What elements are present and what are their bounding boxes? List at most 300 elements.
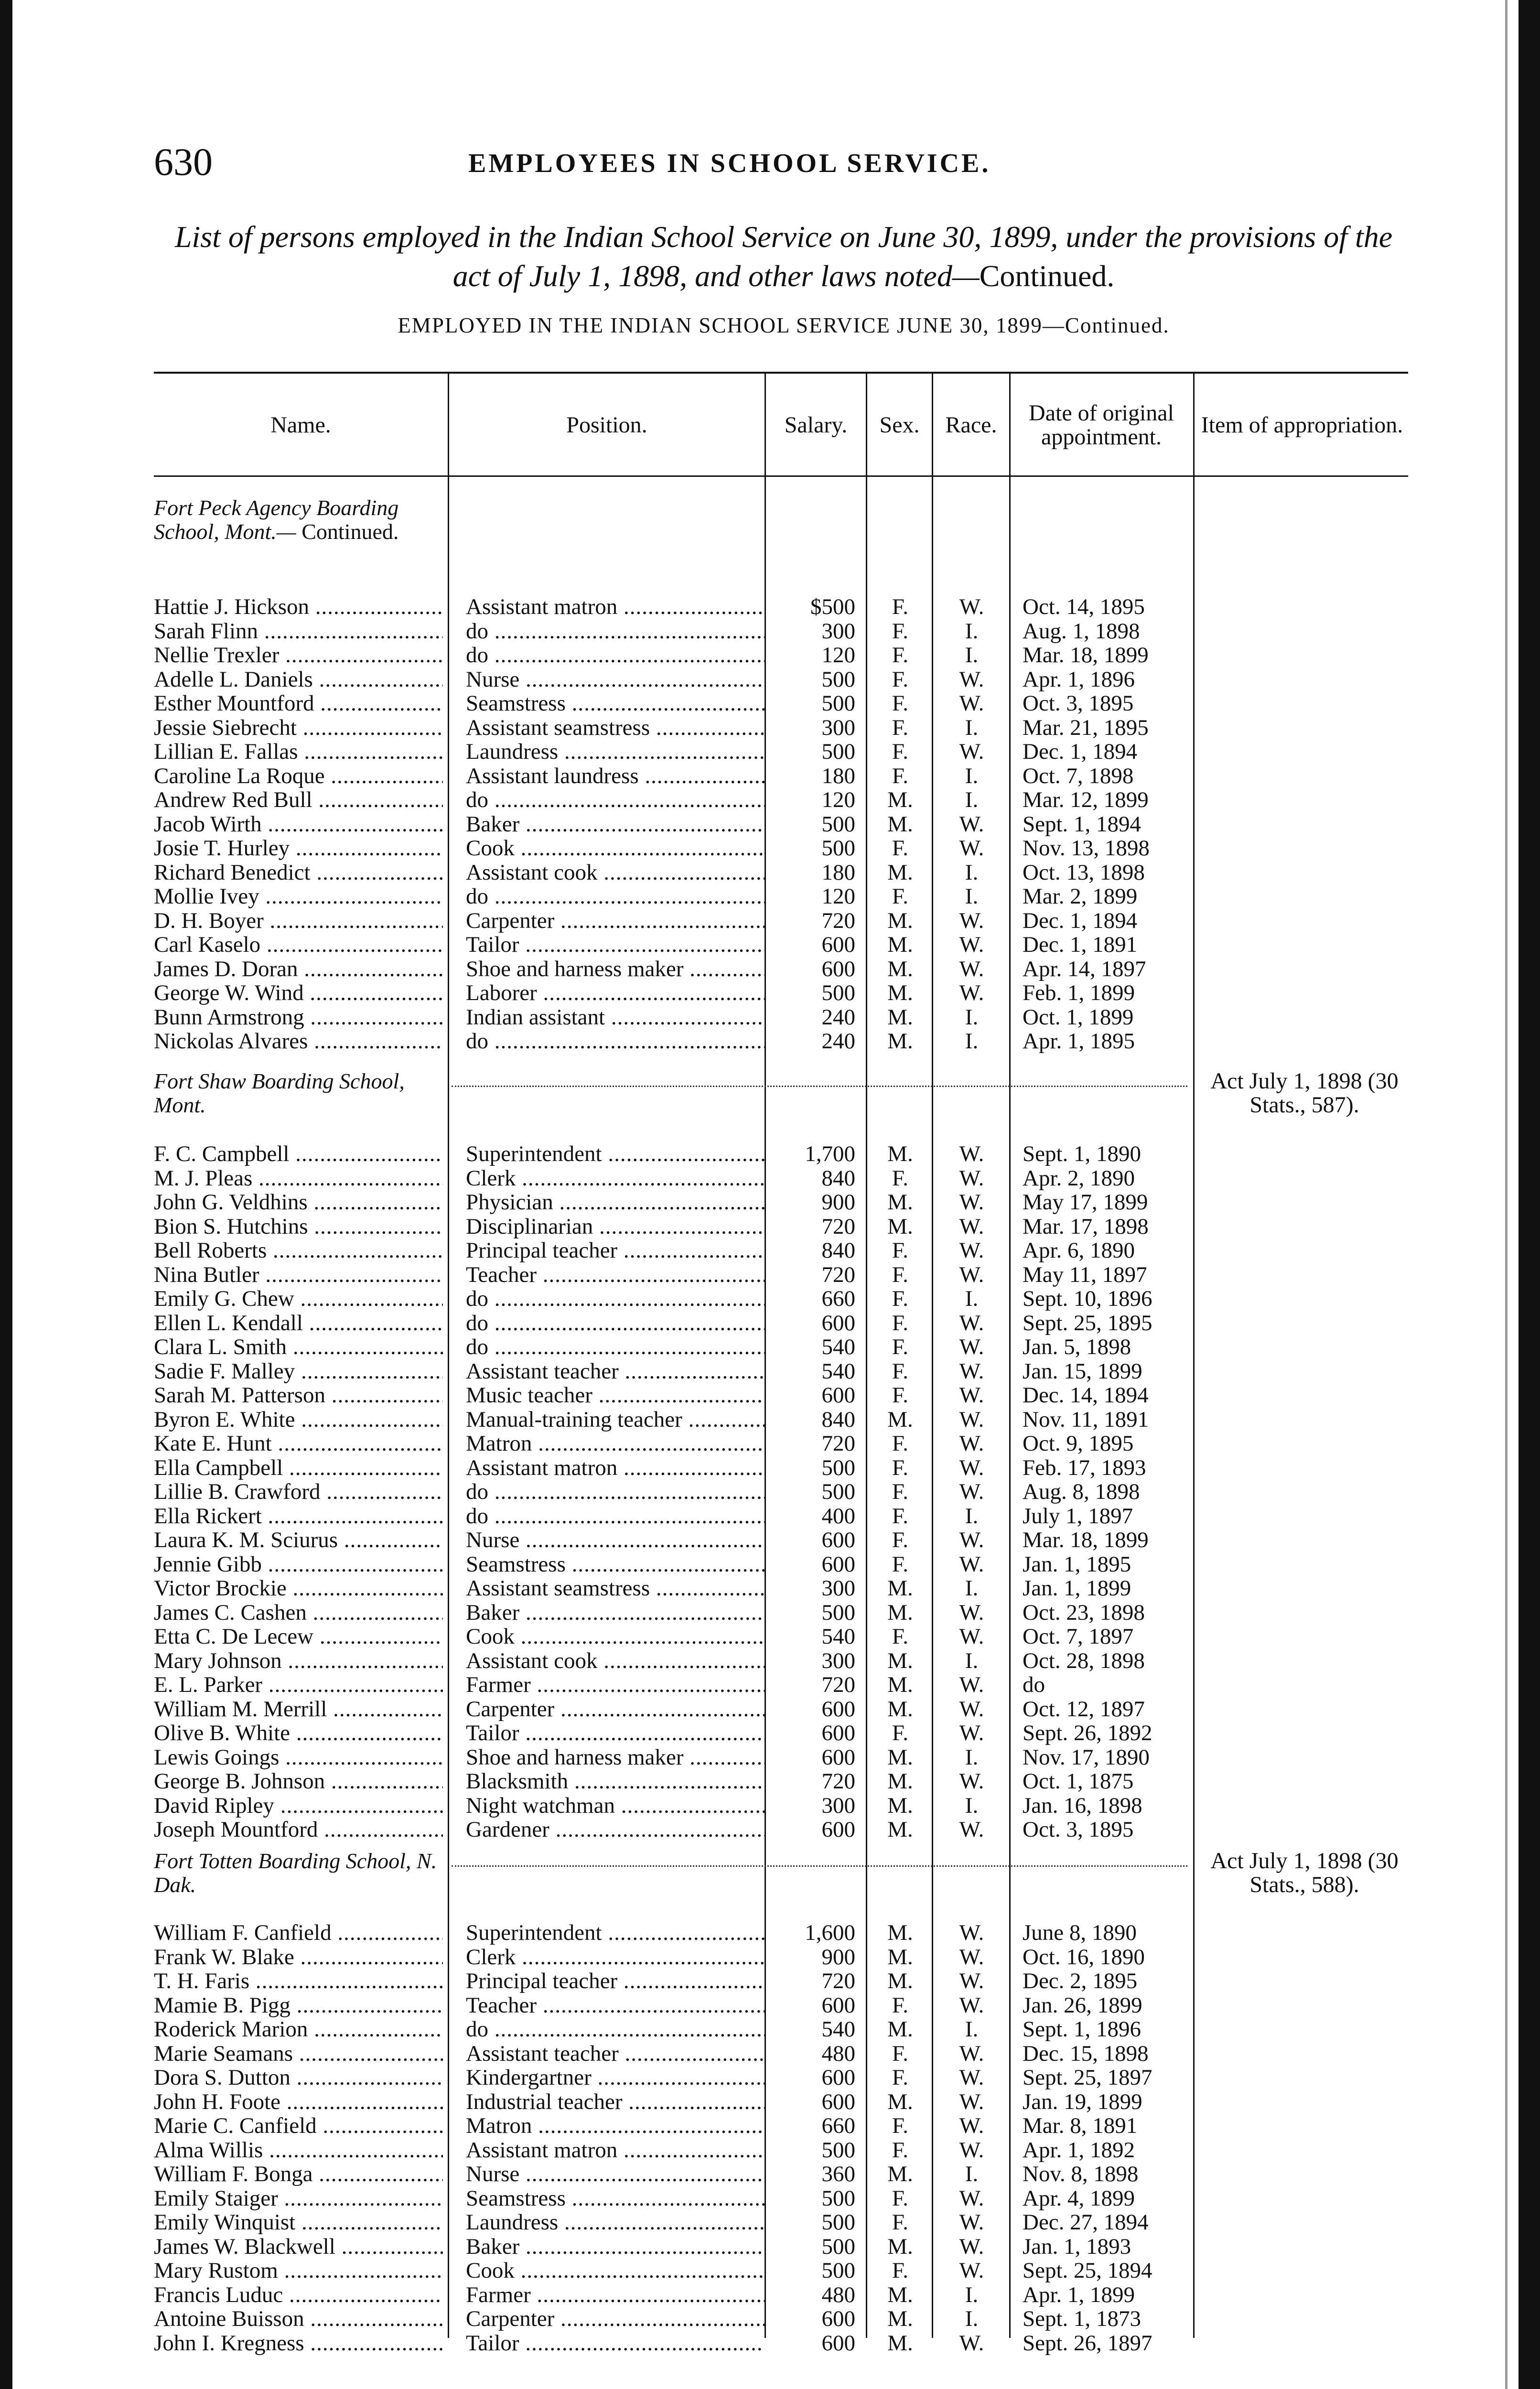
appointment-date: Sept. 25, 1894: [1023, 2259, 1152, 2282]
section-title: [154, 1069, 441, 1117]
employee-sex: F.: [892, 2066, 909, 2089]
employee-position: Night watchman .....: [466, 1794, 765, 1818]
appointment-date: Dec. 15, 1898: [1023, 2042, 1149, 2066]
section-title: [154, 496, 441, 544]
employee-position: Tailor .....: [466, 2331, 765, 2355]
employee-sex: F.: [892, 740, 909, 764]
employee-sex: M.: [887, 788, 913, 812]
employee-name: George W. Wind .....: [154, 981, 443, 1005]
column-divider: [765, 372, 766, 2338]
employee-sex: F.: [892, 2114, 909, 2138]
employee-salary: 720: [821, 1431, 855, 1455]
appointment-date: Mar. 21, 1895: [1023, 716, 1149, 740]
appointment-date: Aug. 1, 1898: [1023, 619, 1140, 643]
employee-position: Gardener .....: [466, 1818, 765, 1841]
employee-position: Indian assistant .....: [466, 1005, 765, 1029]
employee-salary: 1,700: [805, 1142, 855, 1166]
employee-salary: 600: [821, 1818, 855, 1841]
appointment-date: Oct. 23, 1898: [1023, 1601, 1145, 1625]
employee-name: Richard Benedict .....: [154, 861, 443, 884]
employee-position: Baker .....: [466, 1601, 765, 1625]
employee-sex: F.: [892, 1311, 909, 1335]
employee-salary: 240: [821, 1005, 855, 1029]
employee-name: Mamie B. Pigg .....: [154, 1993, 443, 2017]
employee-race: W.: [959, 1552, 984, 1576]
appointment-date: July 1, 1897: [1023, 1504, 1133, 1528]
appointment-date: Jan. 15, 1899: [1023, 1359, 1142, 1383]
appointment-date: Mar. 18, 1899: [1023, 643, 1149, 667]
employee-race: W.: [959, 933, 984, 957]
caption-italic: List of persons employed in the Indian School Service on June 30, 1899, under the provisions of the act of July 1, 1898, and other laws noted—: [174, 220, 1393, 293]
employee-salary: 600: [821, 957, 855, 981]
appointment-date: do: [1023, 1673, 1045, 1697]
employee-name: Mary Johnson .....: [154, 1649, 443, 1673]
employee-race: W.: [959, 1142, 984, 1166]
employee-salary: 500: [821, 2235, 855, 2259]
employee-race: W.: [959, 2066, 984, 2089]
employee-sex: M.: [887, 1005, 913, 1029]
employee-position: Kindergartner .....: [466, 2066, 765, 2089]
appointment-date: Nov. 17, 1890: [1023, 1745, 1150, 1769]
employee-salary: 500: [821, 691, 855, 715]
employee-race: W.: [959, 2114, 984, 2138]
employee-position: Assistant seamstress .....: [466, 716, 765, 740]
employee-position: Nurse .....: [466, 2162, 765, 2186]
scan-edge-left: [0, 0, 12, 2389]
employee-race: I.: [965, 2283, 979, 2307]
employee-sex: M.: [887, 1769, 913, 1793]
employee-sex: F.: [892, 2259, 909, 2282]
employee-position: do .....: [466, 1504, 765, 1528]
employee-name: Emily G. Chew .....: [154, 1287, 443, 1311]
employee-sex: F.: [892, 691, 909, 715]
employee-salary: 540: [821, 1359, 855, 1383]
employee-race: W.: [959, 909, 984, 933]
employee-race: W.: [959, 2331, 984, 2355]
employee-salary: 720: [821, 1215, 855, 1238]
employee-salary: 600: [821, 2307, 855, 2331]
employee-sex: M.: [887, 2283, 913, 2307]
employee-sex: F.: [892, 1552, 909, 1576]
employee-sex: M.: [887, 1697, 913, 1721]
appointment-date: Feb. 1, 1899: [1023, 981, 1135, 1005]
appointment-date: Jan. 1, 1899: [1023, 1576, 1131, 1600]
employee-position: do .....: [466, 1311, 765, 1335]
employee-position: Tailor .....: [466, 933, 765, 957]
employee-sex: M.: [887, 1029, 913, 1053]
employee-sex: M.: [887, 2090, 913, 2114]
employee-position: Principal teacher .....: [466, 1969, 765, 1993]
employee-position: Farmer .....: [466, 1673, 765, 1697]
employee-race: W.: [959, 2259, 984, 2282]
appointment-date: Apr. 1, 1899: [1023, 2283, 1135, 2307]
scan-edge-inner: [1505, 0, 1508, 2389]
table-caption: [153, 217, 1414, 296]
employee-sex: F.: [892, 1238, 909, 1262]
section-leader: [452, 1086, 1187, 1087]
appointment-date: Nov. 8, 1898: [1023, 2162, 1139, 2186]
employee-salary: 240: [821, 1029, 855, 1053]
employee-sex: M.: [887, 1142, 913, 1166]
employee-race: W.: [959, 1528, 984, 1552]
employee-sex: F.: [892, 884, 909, 908]
appointment-date: Oct. 13, 1898: [1023, 861, 1145, 884]
appointment-date: Apr. 6, 1890: [1023, 1238, 1135, 1262]
employee-name: Emily Winquist .....: [154, 2210, 443, 2234]
employee-race: I.: [965, 884, 979, 908]
employee-name: Marie Seamans .....: [154, 2042, 443, 2066]
employee-position: do .....: [466, 1480, 765, 1504]
appointment-date: Mar. 12, 1899: [1023, 788, 1149, 812]
employee-salary: 500: [821, 2186, 855, 2210]
employee-salary: 540: [821, 1625, 855, 1648]
employee-name: Esther Mountford .....: [154, 691, 443, 715]
employee-salary: 360: [821, 2162, 855, 2186]
appointment-date: Sept. 10, 1896: [1023, 1287, 1152, 1311]
appointment-date: May 17, 1899: [1023, 1190, 1148, 1214]
employee-salary: 840: [821, 1238, 855, 1262]
employee-name: Clara L. Smith .....: [154, 1335, 443, 1359]
employee-race: I.: [965, 1745, 979, 1769]
employee-salary: 500: [821, 1480, 855, 1504]
table-subcaption: EMPLOYED IN THE INDIAN SCHOOL SERVICE JUNE 30, 1899—Continued.: [398, 313, 1170, 337]
employee-name: Andrew Red Bull .....: [154, 788, 443, 812]
employee-sex: M.: [887, 2162, 913, 2186]
employee-sex: M.: [887, 1576, 913, 1600]
employee-salary: 180: [821, 764, 855, 788]
appropriation-item: Act July 1, 1898 (30 Stats., 587).: [1210, 1068, 1399, 1118]
column-divider: [1193, 372, 1195, 2338]
employee-name: Kate E. Hunt .....: [154, 1431, 443, 1455]
employee-race: W.: [959, 957, 984, 981]
employee-name: Ellen L. Kendall .....: [154, 1311, 443, 1335]
employee-salary: 600: [821, 2331, 855, 2355]
employee-salary: 600: [821, 933, 855, 957]
employee-name: William M. Merrill .....: [154, 1697, 443, 1721]
employee-position: Cook .....: [466, 836, 765, 860]
employee-salary: 120: [821, 643, 855, 667]
employee-race: I.: [965, 619, 979, 643]
employee-position: Nurse .....: [466, 1528, 765, 1552]
employee-name: Nina Butler .....: [154, 1263, 443, 1287]
employee-sex: F.: [892, 716, 909, 740]
employee-name: John I. Kregness .....: [154, 2331, 443, 2355]
section-title-text: Fort Totten Boarding School, N. Dak.: [154, 1849, 437, 1897]
employee-salary: 720: [821, 1769, 855, 1793]
employee-sex: M.: [887, 1745, 913, 1769]
appointment-date: Dec. 1, 1894: [1023, 909, 1138, 933]
section-leader: [452, 1865, 1187, 1867]
employee-position: Industrial teacher .....: [466, 2090, 765, 2114]
employee-race: W.: [959, 1993, 984, 2017]
employee-position: Baker .....: [466, 2235, 765, 2259]
employee-salary: 120: [821, 884, 855, 908]
employee-race: W.: [959, 1969, 984, 1993]
employee-name: James D. Doran .....: [154, 957, 443, 981]
employee-race: I.: [965, 2162, 979, 2186]
employee-position: Tailor .....: [466, 1721, 765, 1745]
header-salary: Salary.: [784, 412, 848, 438]
appointment-date: Jan. 1, 1895: [1023, 1552, 1131, 1576]
appointment-date: Nov. 13, 1898: [1023, 836, 1150, 860]
appropriation-item: Act July 1, 1898 (30 Stats., 588).: [1210, 1848, 1399, 1897]
employee-position: Assistant matron .....: [466, 1456, 765, 1480]
employee-position: Seamstress .....: [466, 1552, 765, 1576]
employee-name: Lillie B. Crawford .....: [154, 1480, 443, 1504]
employee-name: Bion S. Hutchins .....: [154, 1215, 443, 1238]
employee-sex: F.: [892, 619, 909, 643]
employee-name: John G. Veldhins .....: [154, 1190, 443, 1214]
employee-position: Physician .....: [466, 1190, 765, 1214]
employee-position: Baker .....: [466, 812, 765, 836]
employee-race: W.: [959, 1408, 984, 1431]
employee-sex: M.: [887, 1794, 913, 1818]
employee-salary: $500: [810, 595, 855, 619]
employee-sex: M.: [887, 1649, 913, 1673]
employee-name: T. H. Faris .....: [154, 1969, 443, 1993]
appointment-date: Dec. 14, 1894: [1023, 1383, 1149, 1407]
employee-sex: M.: [887, 1818, 913, 1841]
employee-name: Nellie Trexler .....: [154, 643, 443, 667]
appointment-date: Oct. 3, 1895: [1023, 1818, 1134, 1841]
employee-sex: M.: [887, 981, 913, 1005]
employee-salary: 720: [821, 909, 855, 933]
employee-position: Nurse .....: [466, 667, 765, 691]
employee-name: M. J. Pleas .....: [154, 1166, 443, 1190]
employee-position: Laundress .....: [466, 740, 765, 764]
employee-position: do .....: [466, 1335, 765, 1359]
employee-position: Matron .....: [466, 2114, 765, 2138]
employee-position: Teacher .....: [466, 1993, 765, 2017]
employee-salary: 400: [821, 1504, 855, 1528]
column-divider: [448, 372, 449, 2338]
appointment-date: Dec. 1, 1894: [1023, 740, 1138, 764]
employee-race: W.: [959, 1383, 984, 1407]
appointment-date: Oct. 16, 1890: [1023, 1945, 1145, 1969]
appointment-date: Oct. 9, 1895: [1023, 1431, 1134, 1455]
employee-position: Laborer .....: [466, 981, 765, 1005]
employee-position: Cook .....: [466, 1625, 765, 1648]
employee-race: W.: [959, 1311, 984, 1335]
employee-race: W.: [959, 2042, 984, 2066]
appointment-date: Apr. 1, 1896: [1023, 667, 1135, 691]
employee-race: I.: [965, 1794, 979, 1818]
employee-salary: 600: [821, 2090, 855, 2114]
employee-sex: M.: [887, 2017, 913, 2041]
header-position: Position.: [566, 412, 647, 438]
employee-name: John H. Foote .....: [154, 2090, 443, 2114]
employee-race: W.: [959, 2090, 984, 2114]
appointment-date: Apr. 4, 1899: [1023, 2186, 1135, 2210]
employee-sex: M.: [887, 1969, 913, 1993]
employee-name: James C. Cashen .....: [154, 1601, 443, 1625]
employee-sex: F.: [892, 2210, 909, 2234]
appointment-date: Sept. 25, 1897: [1023, 2066, 1152, 2089]
employee-salary: 500: [821, 1601, 855, 1625]
employee-sex: F.: [892, 764, 909, 788]
employee-salary: 480: [821, 2283, 855, 2307]
appointment-date: Oct. 3, 1895: [1023, 691, 1134, 715]
employee-sex: M.: [887, 1921, 913, 1945]
employee-position: Assistant cook .....: [466, 1649, 765, 1673]
employee-sex: M.: [887, 1945, 913, 1969]
employee-position: Carpenter .....: [466, 1697, 765, 1721]
employee-sex: M.: [887, 861, 913, 884]
employee-salary: 1,600: [805, 1921, 855, 1945]
employee-name: Sadie F. Malley .....: [154, 1359, 443, 1383]
employee-race: I.: [965, 1287, 979, 1311]
employee-salary: 600: [821, 1552, 855, 1576]
employee-salary: 500: [821, 2210, 855, 2234]
employee-salary: 180: [821, 861, 855, 884]
employee-position: Assistant matron .....: [466, 2138, 765, 2162]
employee-position: Seamstress .....: [466, 691, 765, 715]
appointment-date: Mar. 8, 1891: [1023, 2114, 1138, 2138]
appointment-date: Nov. 11, 1891: [1023, 1408, 1149, 1431]
employee-salary: 300: [821, 716, 855, 740]
employee-sex: F.: [892, 1263, 909, 1287]
employee-sex: F.: [892, 1456, 909, 1480]
employee-position: do .....: [466, 2017, 765, 2041]
employee-race: I.: [965, 788, 979, 812]
employee-race: I.: [965, 643, 979, 667]
employee-position: Clerk .....: [466, 1945, 765, 1969]
employee-race: W.: [959, 981, 984, 1005]
employee-name: Ella Rickert .....: [154, 1504, 443, 1528]
appointment-date: Sept. 26, 1892: [1023, 1721, 1152, 1745]
employee-sex: F.: [892, 1721, 909, 1745]
employee-sex: F.: [892, 1383, 909, 1407]
appointment-date: Oct. 7, 1897: [1023, 1625, 1134, 1648]
employee-sex: F.: [892, 1625, 909, 1648]
employee-race: I.: [965, 1504, 979, 1528]
appointment-date: Dec. 2, 1895: [1023, 1969, 1138, 1993]
employee-race: W.: [959, 1215, 984, 1238]
employee-sex: F.: [892, 836, 909, 860]
employee-sex: M.: [887, 1190, 913, 1214]
employee-name: Marie C. Canfield .....: [154, 2114, 443, 2138]
employee-name: George B. Johnson .....: [154, 1769, 443, 1793]
employee-race: I.: [965, 1005, 979, 1029]
employee-position: Music teacher .....: [466, 1383, 765, 1407]
employee-sex: F.: [892, 667, 909, 691]
page-number: 630: [154, 140, 213, 183]
employee-name: Joseph Mountford .....: [154, 1818, 443, 1841]
employee-name: Laura K. M. Sciurus .....: [154, 1528, 443, 1552]
employee-sex: M.: [887, 812, 913, 836]
employee-name: Bunn Armstrong .....: [154, 1005, 443, 1029]
employee-name: Frank W. Blake .....: [154, 1945, 443, 1969]
employee-name: William F. Canfield .....: [154, 1921, 443, 1945]
employee-race: W.: [959, 1480, 984, 1504]
employee-position: Carpenter .....: [466, 2307, 765, 2331]
employee-salary: 660: [821, 1287, 855, 1311]
employee-sex: F.: [892, 1166, 909, 1190]
appointment-date: Apr. 1, 1892: [1023, 2138, 1135, 2162]
employee-salary: 500: [821, 836, 855, 860]
employee-name: Carl Kaselo .....: [154, 933, 443, 957]
employee-race: W.: [959, 667, 984, 691]
appointment-date: Oct. 28, 1898: [1023, 1649, 1145, 1673]
scan-edge-right: [1518, 0, 1540, 2389]
section-title-continued: Continued.: [302, 519, 399, 544]
appointment-date: Sept. 1, 1873: [1023, 2307, 1142, 2331]
employee-position: Teacher .....: [466, 1263, 765, 1287]
employee-salary: 500: [821, 2138, 855, 2162]
employee-salary: 600: [821, 1528, 855, 1552]
employee-sex: M.: [887, 1601, 913, 1625]
appointment-date: May 11, 1897: [1023, 1263, 1147, 1287]
employee-name: Francis Luduc .....: [154, 2283, 443, 2307]
appointment-date: Jan. 26, 1899: [1023, 1993, 1142, 2017]
employee-position: Cook .....: [466, 2259, 765, 2282]
employee-sex: F.: [892, 2138, 909, 2162]
appointment-date: Dec. 27, 1894: [1023, 2210, 1149, 2234]
appointment-date: June 8, 1890: [1023, 1921, 1137, 1945]
employee-name: Byron E. White .....: [154, 1408, 443, 1431]
appointment-date: Sept. 1, 1890: [1023, 1142, 1142, 1166]
employee-race: W.: [959, 1190, 984, 1214]
employee-salary: 500: [821, 2259, 855, 2282]
employee-name: James W. Blackwell .....: [154, 2235, 443, 2259]
employee-salary: 500: [821, 1456, 855, 1480]
appointment-date: Oct. 7, 1898: [1023, 764, 1134, 788]
employee-salary: 720: [821, 1673, 855, 1697]
employee-race: W.: [959, 2186, 984, 2210]
employee-position: Shoe and harness maker .....: [466, 957, 765, 981]
appointment-date: Oct. 14, 1895: [1023, 595, 1145, 619]
employee-position: Shoe and harness maker .....: [466, 1745, 765, 1769]
employee-salary: 480: [821, 2042, 855, 2066]
employee-race: W.: [959, 836, 984, 860]
employee-salary: 600: [821, 1993, 855, 2017]
employee-name: Etta C. De Lecew .....: [154, 1625, 443, 1648]
employee-salary: 300: [821, 1576, 855, 1600]
appointment-date: Oct. 1, 1899: [1023, 1005, 1134, 1029]
employee-sex: M.: [887, 957, 913, 981]
employee-position: Superintendent .....: [466, 1142, 765, 1166]
employee-salary: 300: [821, 1794, 855, 1818]
employee-name: Dora S. Dutton .....: [154, 2066, 443, 2089]
employee-position: do .....: [466, 619, 765, 643]
appointment-date: Oct. 12, 1897: [1023, 1697, 1145, 1721]
employee-race: W.: [959, 1263, 984, 1287]
employee-salary: 500: [821, 740, 855, 764]
employee-name: D. H. Boyer .....: [154, 909, 443, 933]
employee-salary: 600: [821, 1745, 855, 1769]
header-top-rule: [154, 372, 1408, 374]
section-title: [154, 1849, 441, 1897]
employee-position: Carpenter .....: [466, 909, 765, 933]
employee-salary: 300: [821, 1649, 855, 1673]
appointment-date: Sept. 1, 1896: [1023, 2017, 1142, 2041]
employee-race: W.: [959, 1721, 984, 1745]
employee-race: W.: [959, 691, 984, 715]
employee-sex: M.: [887, 2235, 913, 2259]
employee-sex: F.: [892, 595, 909, 619]
employee-name: Caroline La Roque .....: [154, 764, 443, 788]
employee-sex: F.: [892, 1359, 909, 1383]
employee-race: I.: [965, 1649, 979, 1673]
employee-position: Assistant laundress .....: [466, 764, 765, 788]
employee-position: Assistant teacher .....: [466, 2042, 765, 2066]
employee-salary: 300: [821, 619, 855, 643]
header-name: Name.: [270, 412, 331, 438]
header-item: Item of appropriation.: [1201, 412, 1403, 438]
employee-sex: F.: [892, 643, 909, 667]
employee-race: W.: [959, 1335, 984, 1359]
employee-position: do .....: [466, 1287, 765, 1311]
